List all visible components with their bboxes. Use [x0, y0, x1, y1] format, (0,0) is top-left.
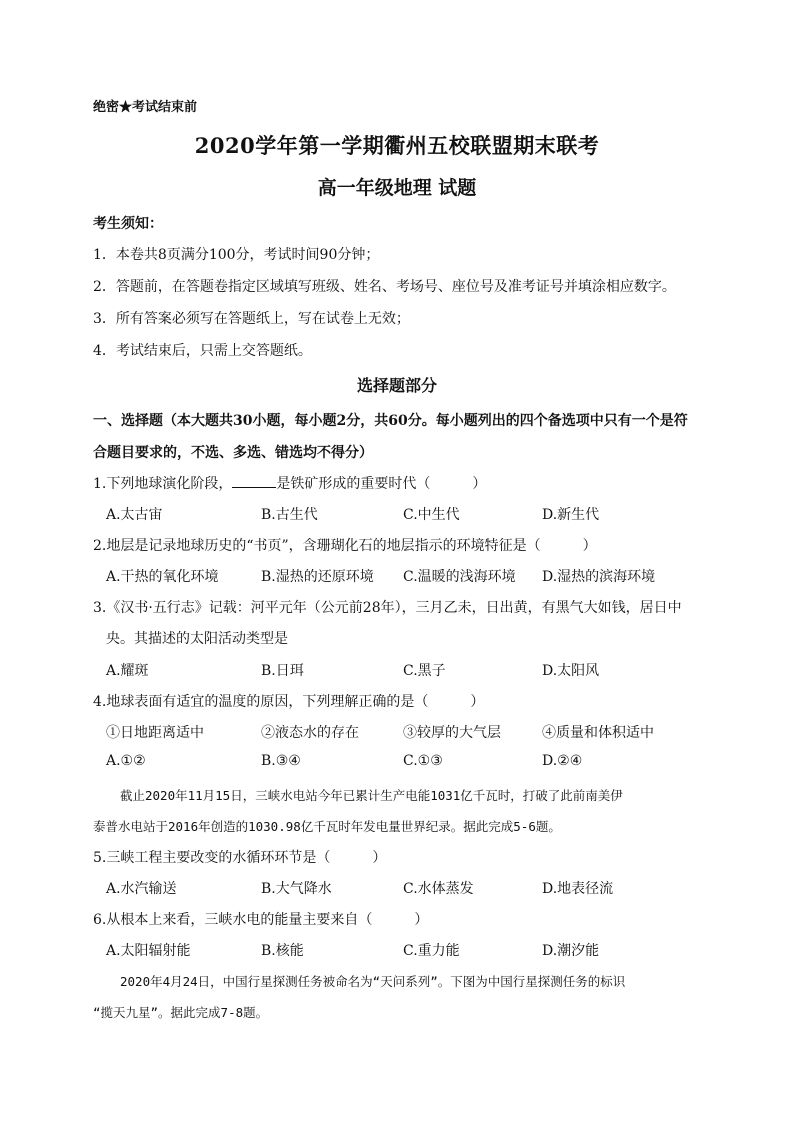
option: C.①③ — [403, 753, 443, 769]
option: C.中生代 — [403, 507, 460, 523]
option: C.重力能 — [403, 943, 460, 959]
question-2-stem: 2.地层是记录地球历史的“书页”，含珊瑚化石的地层指示的环境特征是（ ） — [93, 538, 597, 554]
passage-text: “揽天九星”。据此完成7-8题。 — [93, 1005, 269, 1020]
option: D.潮汐能 — [542, 943, 600, 959]
exam-title: 2020学年第一学期衢州五校联盟期末联考 — [194, 133, 600, 158]
option: B.日珥 — [261, 663, 304, 679]
section-title: 选择题部分 — [356, 376, 437, 395]
question-6-stem: 6.从根本上来看，三峡水电的能量主要来自（ ） — [93, 912, 429, 928]
notice-item: 1．本卷共8页满分100分，考试时间90分钟； — [93, 247, 380, 263]
notice-item: 2．答题前，在答题卷指定区域填写班级、姓名、考场号、座位号及准考证号并填涂相应数字。 — [93, 279, 676, 295]
option: B.大气降水 — [261, 881, 332, 897]
option: B.核能 — [261, 943, 304, 959]
option: B.古生代 — [261, 507, 318, 523]
question-4-stem: 4.地球表面有适宜的温度的原因，下列理解正确的是（ ） — [93, 694, 485, 710]
option: A.水汽输送 — [106, 881, 177, 897]
question-3-stem-line2: 央。其描述的太阳活动类型是 — [106, 631, 288, 647]
option: D.②④ — [542, 753, 583, 769]
question-1-stem-b: 是铁矿形成的重要时代（ ） — [276, 476, 487, 492]
option: A.耀斑 — [106, 663, 149, 679]
part-instructions-line1: 一、选择题（本大题共30小题，每小题2分，共60分。每小题列出的四个备选项中只有一个是符 — [93, 413, 688, 429]
notice-heading: 考生须知： — [93, 216, 163, 232]
exam-subtitle: 高一年级地理 试题 — [317, 177, 477, 199]
question-1-stem-a: 1.下列地球演化阶段， — [93, 476, 233, 492]
option: D.新生代 — [542, 507, 600, 523]
option: D.地表径流 — [542, 881, 614, 897]
notice-item: 4．考试结束后，只需上交答题纸。 — [93, 343, 312, 359]
option: B.湿热的还原环境 — [261, 569, 374, 585]
question-1-stem — [93, 473, 486, 493]
statement: ①日地距离适中 — [106, 725, 204, 741]
confidential-mark: 绝密★考试结束前 — [93, 100, 198, 115]
question-3-stem-line1: 3.《汉书·五行志》记载：河平元年（公元前28年），三月乙未，日出黄，有黑气大如钱，居日中 — [93, 600, 682, 616]
part-instructions-line2: 合题目要求的，不选、多选、错选均不得分） — [93, 445, 373, 461]
option: A.干热的氧化环境 — [106, 569, 219, 585]
option: A.①② — [106, 753, 146, 769]
option: A.太阳辐射能 — [106, 943, 191, 959]
statement: ②液态水的存在 — [261, 725, 359, 741]
question-5-stem: 5.三峡工程主要改变的水循环环节是（ ） — [93, 850, 387, 866]
passage-text: 2020年4月24日，中国行星探测任务被命名为“天问系列”。下图为中国行星探测任务的标识 — [120, 974, 626, 989]
option: A.太古宙 — [106, 507, 163, 523]
option: C.水体蒸发 — [403, 881, 474, 897]
passage-text: 截止2020年11月15日，三峡水电站今年已累计生产电能1031亿千瓦时，打破了此前南美伊 — [120, 788, 623, 803]
statement: ④质量和体积适中 — [542, 725, 654, 741]
passage-text: 泰普水电站于2016年创造的1030.98亿千瓦时年发电量世界纪录。据此完成5-6题。 — [93, 819, 561, 834]
statement: ③较厚的大气层 — [403, 725, 501, 741]
option: D.太阳风 — [542, 663, 600, 679]
option: C.温暖的浅海环境 — [403, 569, 516, 585]
option: C.黑子 — [403, 663, 446, 679]
option: B.③④ — [261, 753, 301, 769]
option: D.湿热的滨海环境 — [542, 569, 656, 585]
notice-item: 3．所有答案必须写在答题纸上，写在试卷上无效； — [93, 311, 410, 327]
answer-blank — [232, 475, 276, 488]
